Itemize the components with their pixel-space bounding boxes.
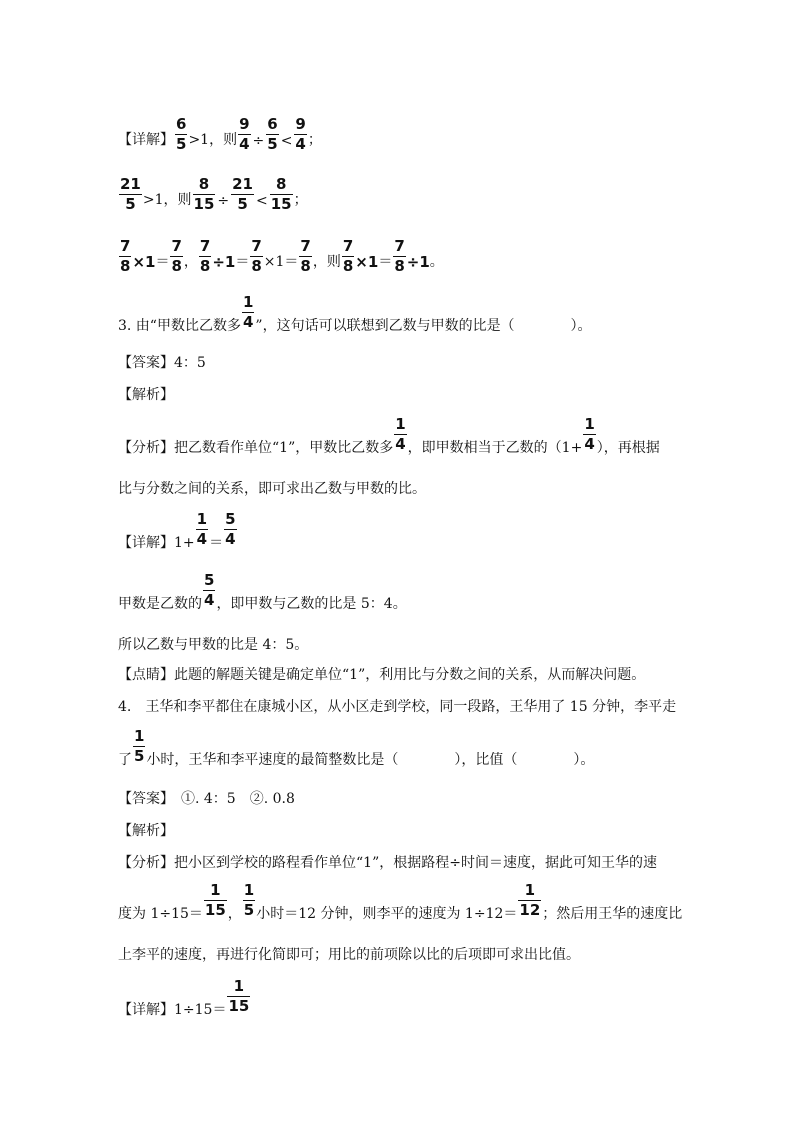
detail-line-2: [118, 172, 308, 213]
analysis-text: 上李平的速度，再进行化简即可；用比的前项除以比的后项即可求出比值。: [118, 947, 580, 963]
text: ；: [293, 192, 308, 208]
text: >1，则: [142, 192, 192, 208]
text: ÷1: [212, 253, 236, 271]
q4-analysis-line3: [118, 944, 580, 964]
question-4-line2: [118, 727, 595, 769]
fraction: $\frac{21}{5}$: [232, 175, 253, 213]
fraction: $\frac{6}{5}$: [267, 115, 278, 153]
fraction: $\frac{1}{15}$: [228, 977, 250, 1015]
fraction: $\frac{1}{15}$: [204, 881, 226, 919]
jiexi-label: 【解析】: [118, 823, 174, 839]
detail-line-3: [118, 234, 444, 275]
fraction: $\frac{8}{15}$: [193, 175, 215, 213]
operator: ÷: [252, 133, 265, 149]
fraction: $\frac{5}{4}$: [204, 571, 215, 609]
q3-analysis-line2: [118, 478, 426, 498]
dianjing-text: 【点睛】此题的解题关键是确定单位“1”，利用比与分数之间的关系，从而解决问题。: [118, 667, 646, 683]
analysis-text: ，: [227, 906, 242, 922]
text: ＝: [378, 254, 393, 270]
question-4-line1: [118, 696, 676, 716]
q4-analysis-line1: [118, 852, 657, 872]
fraction: $\frac{1}{4}$: [242, 293, 254, 331]
fraction: $\frac{1}{4}$: [584, 415, 595, 453]
fraction: $\frac{9}{4}$: [295, 115, 306, 153]
fraction: $\frac{7}{8}$: [300, 237, 311, 275]
fraction: $\frac{9}{4}$: [239, 115, 250, 153]
text: ×1: [132, 253, 156, 271]
q3-line-a: [118, 571, 407, 613]
analysis-text: 比与分数之间的关系，即可求出乙数与甲数的比。: [118, 481, 426, 497]
operator: <: [256, 193, 268, 209]
text: ，则: [312, 254, 341, 270]
jiexi-label: 【解析】: [118, 387, 174, 403]
fraction: $\frac{6}{5}$: [176, 115, 187, 153]
fraction: $\frac{7}{8}$: [342, 237, 354, 275]
text: 。: [429, 254, 444, 270]
analysis-text: 【分析】把乙数看作单位“1”，甲数比乙数多: [118, 440, 394, 456]
text: ×1: [355, 253, 379, 271]
detail-tag: 【详解】: [118, 132, 174, 148]
text: ＝: [235, 254, 250, 270]
q3-answer: [118, 352, 206, 372]
q4-jiexi: [118, 820, 174, 840]
fraction: $\frac{21}{5}$: [120, 175, 141, 213]
analysis-text: 度为 1÷15＝: [118, 906, 203, 922]
operator: <: [280, 133, 293, 149]
fraction: $\frac{7}{8}$: [120, 237, 131, 275]
detail-line-1: [118, 112, 322, 153]
question-3: [118, 293, 592, 335]
q4-analysis-line2: [118, 881, 683, 923]
q4-answer: [118, 788, 295, 808]
text: ÷1: [406, 253, 430, 271]
fraction: $\frac{7}{8}$: [171, 237, 182, 275]
answer-text: 【答案】4：5: [118, 355, 206, 371]
text: >1，则: [188, 132, 238, 148]
operator: ÷: [217, 193, 230, 209]
fraction: $\frac{1}{12}$: [519, 881, 541, 919]
fraction: $\frac{1}{4}$: [196, 510, 208, 548]
q3-jiexi: [118, 384, 174, 404]
analysis-text: ），再根据: [596, 440, 660, 456]
fraction: $\frac{8}{15}$: [270, 175, 292, 213]
fraction: $\frac{7}{8}$: [251, 237, 262, 275]
answer-text: 【答案】 ①. 4：5 ②. 0.8: [118, 791, 295, 807]
fraction: $\frac{7}{8}$: [394, 237, 405, 275]
q3-line-b: [118, 634, 308, 654]
text: ＝: [155, 254, 170, 270]
fraction: $\frac{1}{5}$: [134, 727, 145, 765]
text: 所以乙数与甲数的比是 4：5。: [118, 637, 309, 653]
fraction: $\frac{1}{5}$: [243, 881, 255, 919]
q4-detail: [118, 977, 251, 1019]
fraction: $\frac{7}{8}$: [199, 237, 211, 275]
fraction: $\frac{1}{4}$: [395, 415, 406, 453]
text: ，即甲数与乙数的比是 5：4。: [216, 596, 407, 612]
q3-detail: [118, 510, 238, 552]
text: ；: [307, 132, 322, 148]
analysis-text: ，即甲数相当于乙数的（1+: [407, 440, 583, 456]
operator: ＝: [209, 535, 224, 551]
detail-text: 【详解】1÷15＝: [118, 1002, 227, 1018]
question-text: 3. 由“甲数比乙数多: [118, 318, 241, 334]
q3-analysis-line1: [118, 415, 660, 457]
question-text: 4. 王华和李平都住在康城小区，从小区走到学校，同一段路，王华用了 15 分钟，李平走: [118, 699, 677, 715]
detail-text: 【详解】1+: [118, 535, 195, 551]
analysis-text: ；然后用王华的速度比: [542, 906, 683, 922]
fraction: $\frac{5}{4}$: [225, 510, 236, 548]
question-text: 小时，王华和李平速度的最简整数比是（ ），比值（ ）。: [146, 752, 595, 768]
analysis-text: 小时＝12 分钟，则李平的速度为 1÷12＝: [256, 906, 518, 922]
text: ×1＝: [263, 254, 299, 270]
question-text: ”，这句话可以联想到乙数与甲数的比是（ ）。: [255, 318, 592, 334]
text: ，: [183, 254, 198, 270]
q3-dianjing: [118, 664, 645, 684]
text: 甲数是乙数的: [118, 596, 202, 612]
question-text: 了: [118, 752, 132, 768]
analysis-text: 【分析】把小区到学校的路程看作单位“1”，根据路程÷时间＝速度，据此可知王华的速: [118, 855, 657, 871]
